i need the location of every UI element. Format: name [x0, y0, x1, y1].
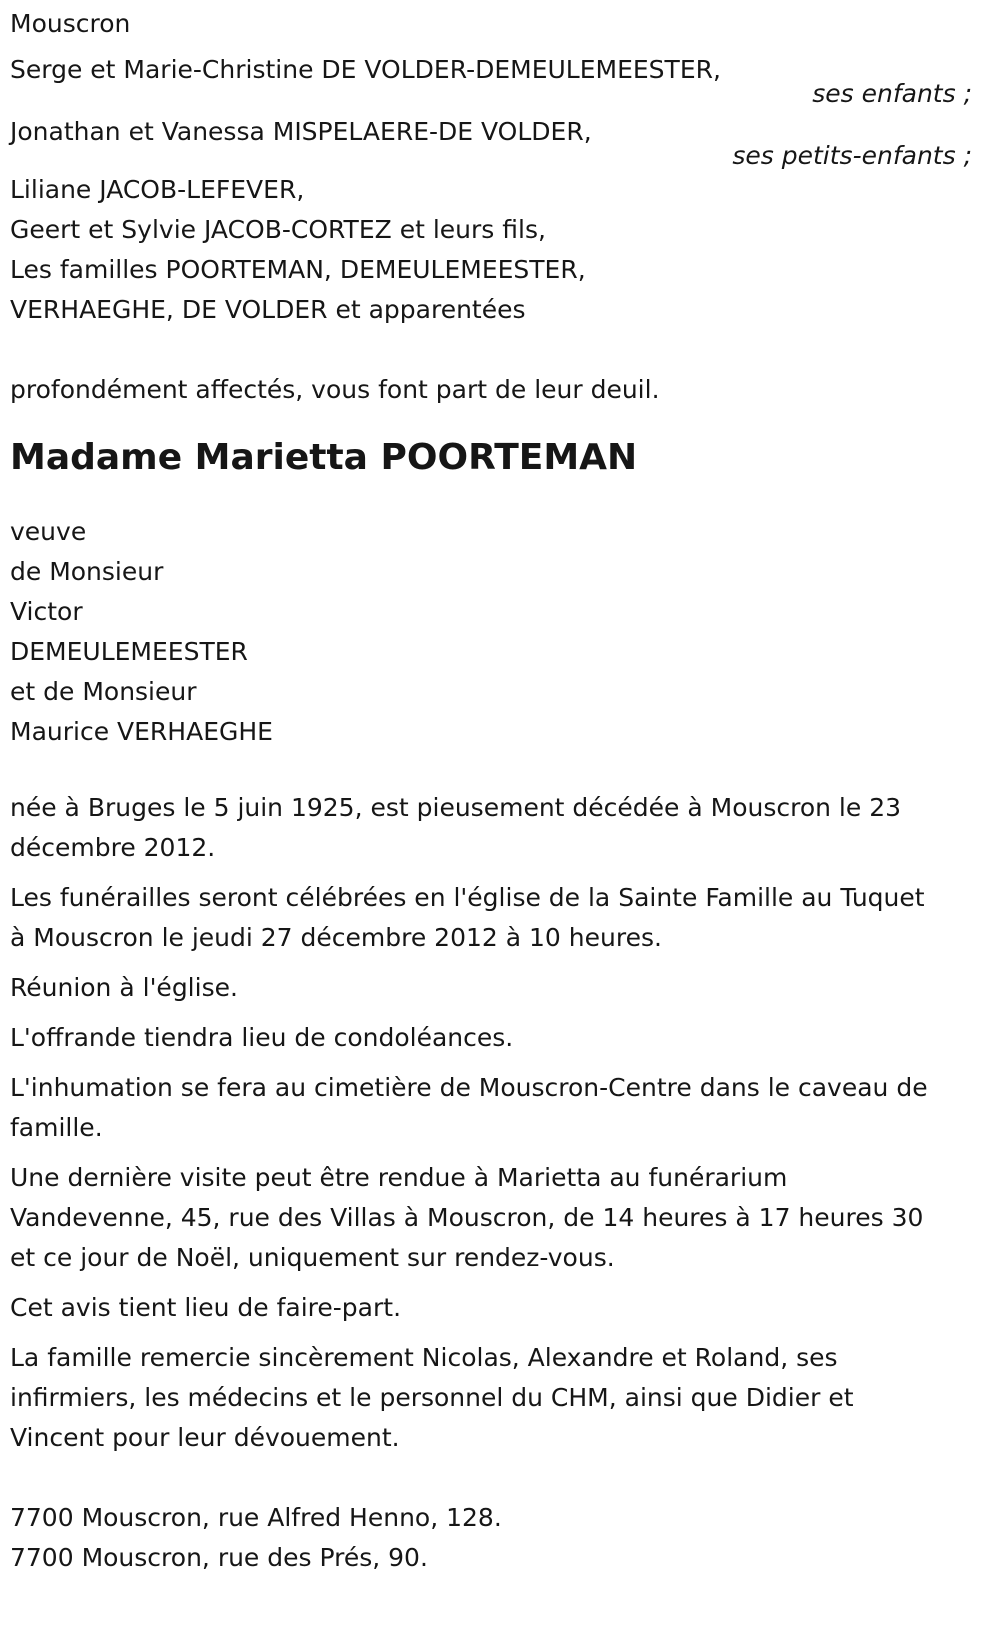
widow-line: de Monsieur: [10, 557, 164, 586]
widow-line: DEMEULEMEESTER: [10, 637, 248, 666]
grandchildren-relation: ses petits-enfants ;: [732, 141, 972, 170]
spacer: [10, 330, 972, 370]
paragraph-line: Vincent pour leur dévouement.: [10, 1423, 400, 1452]
burial-paragraph: [10, 1068, 972, 1148]
deceased-name: Madame Marietta POORTEMAN: [10, 437, 638, 478]
spacer: [10, 1468, 972, 1498]
notice-paragraph: [10, 1288, 972, 1328]
relative-line: Liliane JACOB-LEFEVER,: [10, 175, 305, 204]
widow-line: veuve: [10, 517, 87, 546]
grandchildren-row: [10, 112, 972, 170]
paragraph-line: Les funérailles seront célébrées en l'église de la Sainte Famille au Tuquet: [10, 883, 925, 912]
paragraph-line: famille.: [10, 1113, 103, 1142]
relative-line: Les familles POORTEMAN, DEMEULEMEESTER,: [10, 255, 586, 284]
announcement-text: profondément affectés, vous font part de leur deuil.: [10, 375, 660, 404]
paragraph-line: Vandevenne, 45, rue des Villas à Mouscron, de 14 heures à 17 heures 30: [10, 1203, 924, 1232]
paragraph-line: décembre 2012.: [10, 833, 216, 862]
relative-line: Geert et Sylvie JACOB-CORTEZ et leurs fils,: [10, 215, 546, 244]
city-heading: Mouscron: [10, 9, 131, 38]
addresses-block: [10, 1498, 972, 1578]
paragraph-line: L'inhumation se fera au cimetière de Mouscron-Centre dans le caveau de: [10, 1073, 928, 1102]
widow-line: et de Monsieur: [10, 677, 197, 706]
thanks-paragraph: [10, 1338, 972, 1458]
paragraph-line: née à Bruges le 5 juin 1925, est pieusement décédée à Mouscron le 23: [10, 793, 902, 822]
meeting-paragraph: [10, 968, 972, 1008]
address-line: 7700 Mouscron, rue Alfred Henno, 128.: [10, 1503, 502, 1532]
grandchildren-names: Jonathan et Vanessa MISPELAERE-DE VOLDER,: [10, 117, 592, 146]
paragraph-line: infirmiers, les médecins et le personnel du CHM, ainsi que Didier et: [10, 1383, 854, 1412]
children-relation: ses enfants ;: [812, 79, 972, 108]
paragraph-line: Une dernière visite peut être rendue à Marietta au funérarium: [10, 1163, 788, 1192]
children-names: Serge et Marie-Christine DE VOLDER-DEMEULEMEESTER,: [10, 55, 721, 84]
spacer: [10, 752, 972, 788]
paragraph-line: La famille remercie sincèrement Nicolas, Alexandre et Roland, ses: [10, 1343, 838, 1372]
widow-line: Victor: [10, 597, 83, 626]
spacer: [10, 482, 972, 512]
paragraph-line: et ce jour de Noël, uniquement sur rendez-vous.: [10, 1243, 615, 1272]
funeral-paragraph: [10, 878, 972, 958]
address-line: 7700 Mouscron, rue des Prés, 90.: [10, 1543, 428, 1572]
children-row: [10, 50, 972, 112]
paragraph-line: L'offrande tiendra lieu de condoléances.: [10, 1023, 514, 1052]
other-relatives: [10, 170, 972, 330]
visit-paragraph: [10, 1158, 972, 1278]
birth-death-paragraph: [10, 788, 972, 868]
paragraph-line: Réunion à l'église.: [10, 973, 238, 1002]
relative-line: VERHAEGHE, DE VOLDER et apparentées: [10, 295, 526, 324]
paragraph-line: à Mouscron le jeudi 27 décembre 2012 à 10 heures.: [10, 923, 662, 952]
offering-paragraph: [10, 1018, 972, 1058]
widow-line: Maurice VERHAEGHE: [10, 717, 273, 746]
paragraph-line: Cet avis tient lieu de faire-part.: [10, 1293, 402, 1322]
widow-of-block: [10, 512, 972, 752]
